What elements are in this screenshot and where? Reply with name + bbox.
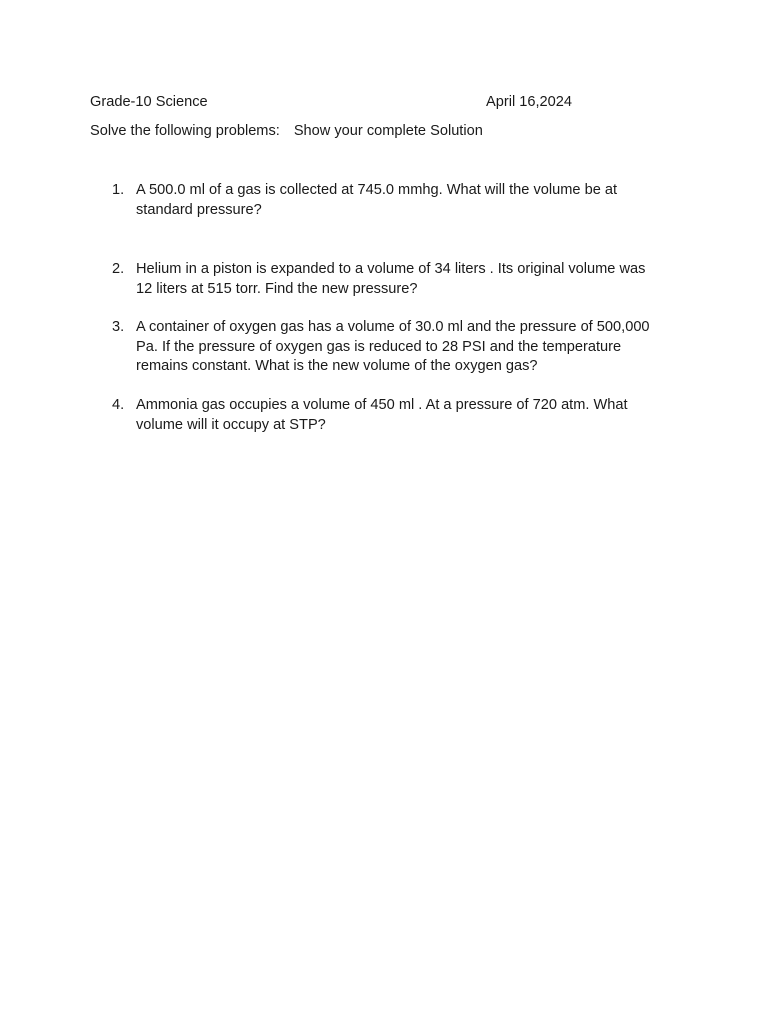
problem-text xyxy=(136,260,676,299)
problem-line: volume will it occupy at STP? xyxy=(136,416,326,433)
problem-line: A container of oxygen gas has a volume of 30.0 ml and the pressure of 500,000 xyxy=(136,319,650,335)
instructions-main: Solve the following problems: xyxy=(90,123,280,139)
instructions xyxy=(90,122,483,141)
problem-line: Helium in a piston is expanded to a volume of 34 liters . Its original volume was xyxy=(136,261,646,277)
problem-line: Pa. If the pressure of oxygen gas is reduced to 28 PSI and the temperature xyxy=(136,338,622,355)
problem-text xyxy=(136,181,676,220)
date-heading: April 16,2024 xyxy=(486,94,573,110)
subject-heading: Grade-10 Science xyxy=(90,94,208,110)
instructions-note: Show your complete Solution xyxy=(293,123,483,139)
problem-line: 12 liters at 515 torr. Find the new pressure? xyxy=(136,280,418,297)
problem-line: remains constant. What is the new volume of the oxygen gas? xyxy=(136,358,538,374)
problem-number: 4. xyxy=(112,397,125,413)
problem-text xyxy=(136,396,676,435)
problem-number: 1. xyxy=(112,182,125,198)
problem-line: A 500.0 ml of a gas is collected at 745.0 mmhg. What will the volume be at xyxy=(136,182,618,198)
problem-line: standard pressure? xyxy=(136,201,262,218)
problem-number: 3. xyxy=(112,319,125,335)
problem-number: 2. xyxy=(112,261,125,277)
problem-text xyxy=(136,318,676,377)
problem-line: Ammonia gas occupies a volume of 450 ml . At a pressure of 720 atm. What xyxy=(136,397,628,413)
